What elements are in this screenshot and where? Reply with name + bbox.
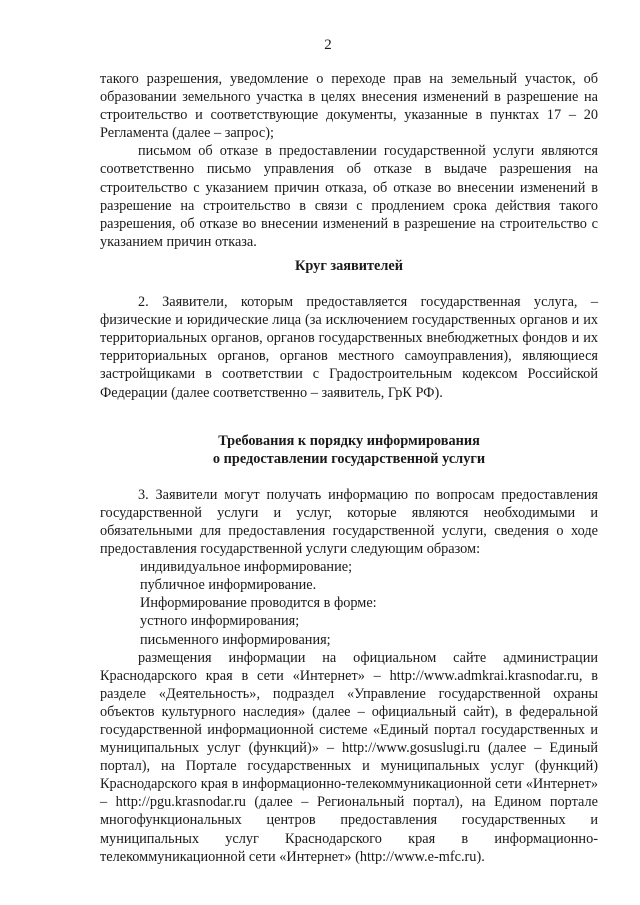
heading-information-requirements-line1: Требования к порядку информирования	[218, 432, 480, 449]
list-item: публичное информирование.	[140, 577, 317, 594]
list-item: письменного информирования;	[140, 631, 331, 648]
page-number: 2	[324, 37, 332, 53]
paragraph-2-applicants: 2. Заявители, которым предоставляется государственная услуга, – физические и юридические лица (за исключением государственных органов и их территориальных органов, органов государственных внебюджетных фондов и их территориальных органов, органов местного самоуправления), являющиеся застройщиками в соответствии с Градостроительным кодексом Российской Федерации (далее соответственно – заявитель, ГрК РФ).	[100, 294, 598, 401]
paragraph-website-placement: размещения информации на официальном сайте администрации Краснодарского края в сети «Интернет» – http://www.admkrai.krasnodar.ru, в разделе «Деятельность», подраздел «Управление государственной охраны объектов культурного наследия» (далее – официальный сайт), в федеральной государственной информационной системе «Единый портал государственных и муниципальных услуг (функций)» – http://www.gosuslugi.ru (далее – Единый портал), на Портале государственных и муниципальных услуг (функций) Краснодарского края в информационно-телекоммуникационной сети «Интернет» – http://pgu.krasnodar.ru (далее – Региональный портал), на Едином портале многофункциональных центров предоставления государственных и муниципальных услуг Краснодарского края в информационно-телекоммуникационной сети «Интернет» (http://www.e-mfc.ru).	[100, 649, 598, 865]
paragraph-3-information: 3. Заявители могут получать информацию по вопросам предоставления государственной услуги и услуг, которые являются необходимыми и обязательными для предоставления государственной услуги, сведения о ходе предоставления государственной услуги следующим образом:	[100, 486, 598, 558]
list-item: Информирование проводится в форме:	[140, 595, 377, 612]
paragraph-refusal-letter: письмом об отказе в предоставлении государственной услуги являются соответственно письмо управления об отказе в выдаче разрешения на строительство с указанием причин отказа, об отказе во внесении изменений в разрешение на строительство в связи с продлением срока действия такого разрешения, об отказе во внесении изменений в разрешение на строительство с указанием причин отказа.	[100, 143, 598, 250]
list-item: индивидуальное информирование;	[140, 559, 353, 576]
list-item: устного информирования;	[140, 613, 300, 630]
paragraph-request-continuation: такого разрешения, уведомление о переходе прав на земельный участок, об образовании земельного участка в целях внесения изменений в разрешение на строительство и соответствующие документы, указанные в пунктах 17 – 20 Регламента (далее – запрос);	[100, 71, 598, 142]
heading-applicants: Круг заявителей	[295, 257, 403, 274]
heading-information-requirements-line2: о предоставлении государственной услуги	[212, 450, 486, 467]
